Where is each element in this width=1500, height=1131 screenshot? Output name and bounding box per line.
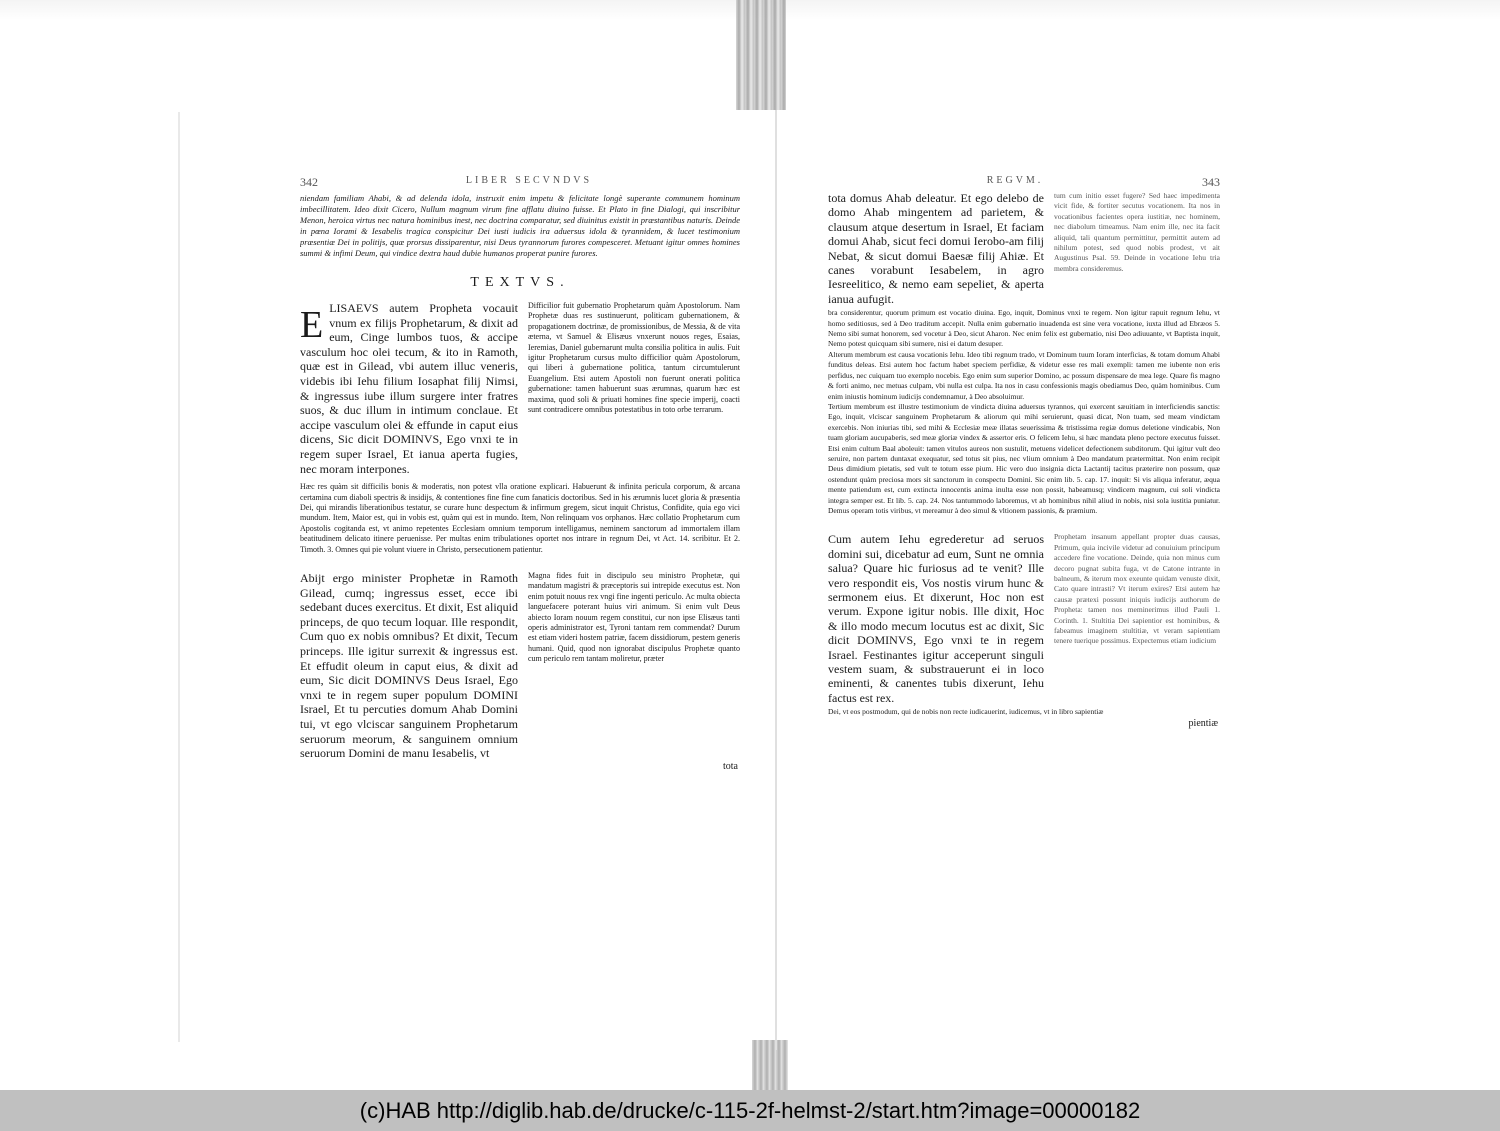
commentary-paragraph-3: Tertium membrum est illustre testimonium de vindicta diuina aduersus tyrannos, qui exercent sæuitiam in interficiendis sanctis: Ego, inquit, vlciscar sanguinem Prophetarum & aliorum qui mihi seruierunt, quasi dicat, Non tuam, sed meam vindictam exercebis. Non iniurias tibi, sed mihi & Ecclesiæ meæ illatas seuerissima & tristissima regiæ domus deletione vindicabis, Non tuam gloriam aucupaberis, sed meæ gloriæ vindex & assertor eris. O felicem Iehu, si hæc mandata pleno pectore executus fuisset. Etsi enim cultum Baal aboleuit: tamen vitulos aureos non sustulit, metuens videlicet defectionem subditorum. Qui igitur vult deo seruire, non partem duntaxat exequatur, sed totus sit pius, nec vlium omnium à Deo mandatum prætermittat. Non enim recipit Deus dimidium pietatis, sed vult te totum esse pium. Hic vero duo insignia dicta Lactantij tacitus præterire non possum, quæ ostendunt quàm preciosa mors sit sanctorum in conspectu Domini. Sic enim lib. 5. cap. 17. inquit: Si vis aliqua inferatur, æqua mente patiendum est, cum extincta innocentis anima inulta esse non possit, habeamusq; vindicem magnum, cui soli vindicta integra semper est. Et lib. 5. cap. 24. Nos tantummodo laboremus, vt ab hominibus nihil aliud in nobis, nisi sola iustitia puniatur. Demus operam totis viribus, vt mereamur à deo simul & vltionem passionis, & præmium. (828, 401, 1220, 515)
right-text-block-2 (828, 532, 1220, 705)
left-text-block-1 (300, 301, 740, 476)
commentary-2: Magna fides fuit in discipulo seu ministro Prophetæ, qui mandatum magistri & præceptoris sui intrepide executus est. Non enim potuit nouus rex vngi fine ingenti periculo. Ac multa obiecta languefacere poterant huius viri animum. Si enim vult Deus abiecto Ioram nouum regem constitui, cur non ipse Elisæus tanti operis administrator est, Tyroni tantam rem commendat? Durum est etiam videri hostem patriæ, facem dissidiorum, pestem generis humani. Quid, quod non ignorabat discipulus Prophetæ quanto cum periculo rem tantam moliretur, præter (528, 570, 740, 664)
commentary-paragraph-4: Dei, vt eos postmodum, qui de nobis non recte iudicauerint, iudicemus, vt in libro sapientiæ (828, 707, 1104, 717)
left-text-block-2 (300, 571, 740, 761)
left-page (300, 175, 740, 890)
center-fold (775, 110, 777, 1050)
right-text-block-1 (828, 191, 1220, 306)
right-page-number: 343 (1202, 175, 1220, 189)
right-running-title: REGVM. (986, 175, 1044, 186)
scripture-paragraph-1: LISAEVS autem Propheta vocauit vnum ex filijs Prophetarum, & dixit ad eum, Cinge lumbos tuos, & accipe vasculum hoc olei tecum, & ito in Ramoth, quæ est in Gilead, vbi autem illuc veneris, videbis ibi Iehu filium Iosaphat filij Nimsi, & ingressus iube illum surgere inter fratres suos, & duc illum in intimum conclaue. Et accipe vasculum olei & effunde in caput eius dicens, Sic dicit DOMINVS, Ego vnxi te in regem super Israel, Et ianua aperta fugies, nec moram interpones. (300, 301, 518, 476)
drop-cap: E (300, 304, 324, 346)
left-page-edge (178, 112, 180, 1042)
left-running-title: LIBER SECVNDVS (465, 175, 593, 186)
commentary-paragraph-1: bra considerentur, quorum primum est vocatio diuina. Ego, inquit, Dominus vnxi te regem. Non igitur rapuit regnum Iehu, vt homo seditiosus, sed à Deo traditum accepit. Nulla enim gubernatio inuadenda est sine vera vocatione, iuxta illud ad Ebræos 5. Nemo sibi sumat honorem, sed vocetur à Deo, sicut Aharon. Nec enim felix est gubernatio, nisi Deo adiuuante, vt Baptista inquit, Nemo potest quicquam sibi sumere, nisi ei datum desuper. (828, 308, 1220, 349)
left-page-number: 342 (300, 175, 318, 189)
commentary-4: Prophetam insanum appellant propter duas causas, Primum, quia incivile videtur ad conuiuium principum accedere fine vocatione. Deinde, quia non minus cum decoro pugnat subita fuga, vt de Catone intrante in balneum, & iterum mox exeunte quidam venuste dixit, Cato quare intrasti? Vt iterum exires? Etsi autem hæ causæ prætexi possunt iniquis iudicijs authorum de Propheta: tamen nos meminerimus illud Pauli 1. Corinth. 1. Stultitia Dei sapientior est hominibus, & fabeamus imaginem stultitiæ, vt veram sapientiam tenere tuerique possimus. Expectemus etiam iudicium (1054, 532, 1220, 646)
commentary-1-continued: Hæc res quàm sit difficilis bonis & moderatis, non potest vlla oratione explicari. Habuerunt & infinita pericula corporum, & arcana certamina cum diaboli spectris & insidijs, & contentiones fine fine cum fanaticis doctoribus. Sed in his ærumnis lucet gloria & præsentia Dei, qui mirandis liberationibus testatur, se curare hunc despectum & infirmum gregem, sicut inquit Christus, Confidite, quia ego vici mundum. Item, Maior est, qui in vobis est, quàm qui est in mundo. Item, Non relinquam vos orphanos. Hæc collatio Prophetarum cum Apostolis cogitanda est, vt animo repetentes Ecclesiam omnium temporum intelligamus, neminem sanctorum ad immortalem illam beatitudinem delicato itinere peruenisse. Per multas enim tribulationes oportet nos intrare in regnum Dei, vt Act. 14. scribitur. Et 2. Timoth. 3. Omnes qui pie volunt viuere in Christo, persecutionem patientur. (300, 482, 740, 554)
right-running-header (828, 175, 1220, 191)
binding-gutter-top (736, 0, 786, 110)
section-title: TEXTVS. (470, 275, 570, 290)
right-page (828, 175, 1220, 885)
left-catchword: tota (723, 760, 738, 772)
commentary-1: Difficilior fuit gubernatio Prophetarum quàm Apostolorum. Nam Prophetæ duas res sustinuerunt, politicam gubernationem, & propagationem doctrinæ, de promissionibus, de Messia, & de vita æterna, vt Samuel & Elisæus vnxerunt nouos reges, Esaias, Ieremias, Daniel gubernarunt multa consilia politica in aulis. Fuit igitur Prophetarum cursus multo difficilior quàm Apostolorum, qui liberi à gubernatione politica, tantum circumtulerunt Euangelium. Etsi autem Apostoli non fuerunt onerati politica gubernatione: tamen habuerunt suas ærumnas, quarum hæc est maxima, quod soli & priuati homines fine specie imperij, coacti sunt contradicere omnibus potestatibus in toto orbe terrarum. (528, 301, 740, 415)
right-catchword: pientiæ (1188, 717, 1218, 729)
scripture-text-4: Cum autem Iehu egrederetur ad seruos domini sui, dicebatur ad eum, Sunt ne omnia salua? Quare hic furiosus ad te venit? Ille vero respondit eis, Vos nostis virum hunc & sermonem eius. Et dixerunt, Hoc non est verum. Expone igitur nobis. Ille dixit, Hoc & illo modo mecum locutus est ac dixit, Sic dicit DOMINVS, Ego vnxi te in regem Israel. Festinantes igitur acceperunt singuli vestem suam, & substrauerunt ei in loco eminenti, & canentes tubis dixerunt, Iehu factus est rex. (828, 532, 1044, 705)
left-running-header (300, 175, 740, 191)
copyright-caption: (c)HAB http://diglib.hab.de/drucke/c-115-2f-helmst-2/start.htm?image=00000182 (0, 1090, 1500, 1131)
left-intro-paragraph: niendam familiam Ahabi, & ad delenda idola, instruxit enim impetu & felicitate longè superante communem hominum imbecillitatem. Ideo dixit Cicero, Nullum magnum virum fine afflatu diuino fuisse. Et Plato in fine Dialogi, qui inscribitur Menon, heroica virtus nec natura hominibus inest, nec doctrina comparatur, sed diuinitus existit in præstantibus naturis. Deinde in pœna Iorami & Iesabelis tragica conspicitur Dei iusti iudicis ira aduersus idola & tyrannidem, & lucet testimonium præsentiæ Dei in politijs, quæ prorsus dissiparentur, nisi Deus tyrannorum furores compesceret. Metuant igitur omnes homines summi & infimi Deum, qui vindice dextra haud dubie humanos properat punire furores. (300, 193, 740, 258)
scripture-text-3: tota domus Ahab deleatur. Et ego delebo de domo Ahab mingentem ad parietem, & clausum atque desertum in Israel, Et faciam domui Ahab, sicut feci domui Ierobo-am filij Nebat, & sicut domui Baesæ filij Ahiæ. Et canes vorabunt Iesabelem, in agro Iesreelitico, & nemo eam sepeliet, & aperta ianua aufugit. (828, 191, 1044, 306)
right-commentary-full (828, 308, 1220, 516)
commentary-3: tum cum initio esset fugere? Sed haec impedimenta vicit fide, & fortiter secutus vocationem. Ita nos in vocationibus facientes opera iustitiæ, nec hominem, nec diabolum timeamus. Nam enim ille, nec ita facit aliquid, tali quantum permittitur, permittit autem ad nihilum potest, sed quod nobis prodest, vt ait Augustinus Psal. 59. Deinde in vocatione Iehu tria membra consideremus. (1054, 191, 1220, 273)
scripture-text-2: Abijt ergo minister Prophetæ in Ramoth Gilead, cumq; ingressus esset, ecce ibi sedebant duces exercitus. Et dixit, Est aliquid princeps, de quo tecum loquar. Ille respondit, Cum quo ex nobis omnibus? Et dixit, Tecum princeps. Ille igitur surrexit & ingressus est. Et effudit oleum in caput eius, & dixit ad eum, Sic dicit DOMINVS Deus Israel, Ego vnxi te in regem super populum DOMINI Israel, Et tu percuties domum Ahab Domini tui, vt ego vlciscar sanguinem Prophetarum seruorum meorum, & sanguinem omnium seruorum Domini de manu Iesabelis, vt (300, 570, 518, 761)
scripture-text-1 (300, 301, 518, 476)
binding-gutter-bottom (752, 1040, 788, 1092)
commentary-paragraph-2: Alterum membrum est causa vocationis Iehu. Ideo tibi regnum trado, vt Dominum tuum Ioram interficias, & totam domum Ahabi funditus deleas. Etsi autem hoc factum habet speciem perfidiæ, & videtur esse res mali exempli: tamen me iubente non eris perfidus, nec cuiquam tuo exemplo nocebis. Ego enim sum superior Domino, ac possum dispensare de mea lege. Quare fis magno & forti animo, nec metuas culpam, vbi nulla est culpa. Ita nos in casu confessionis magis obediamus Deo, quàm hominibus. Cum enim iniustis hominum iudicijs condemnamur, à Deo absoluimur. (828, 349, 1220, 401)
